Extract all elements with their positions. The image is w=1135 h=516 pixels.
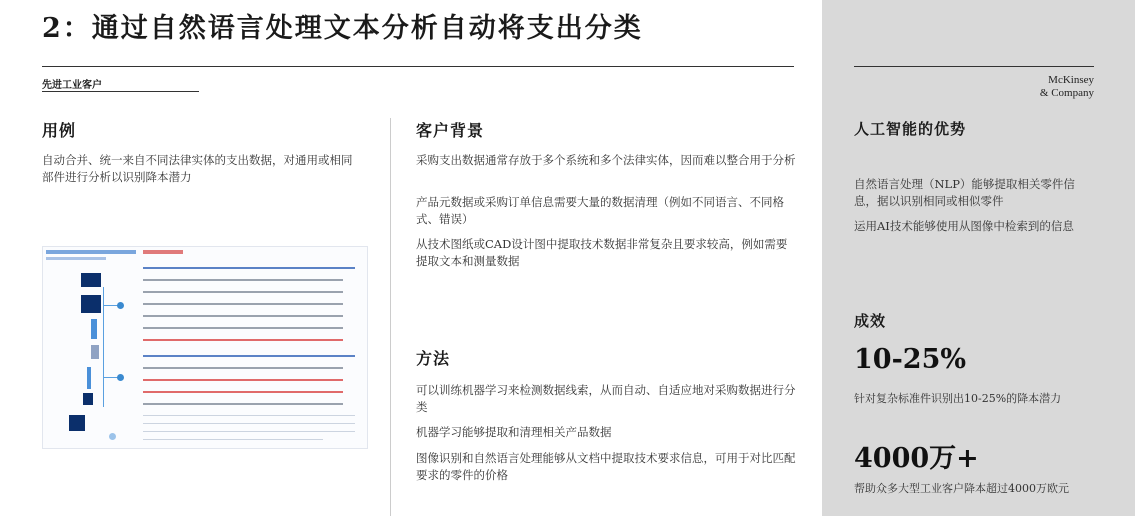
method-paragraph-2: 机器学习能够提取和清理相关产品数据 [416,425,612,439]
thumbnail-table-cell [143,391,343,393]
mckinsey-logo [986,74,1094,100]
thumbnail-table-cell [143,315,343,317]
page-title: 2：通过自然语言处理文本分析自动将支出分类 [42,13,643,44]
background-heading: 客户背景 [416,121,485,140]
client-tag: 先进工业客户 [42,80,102,91]
thumbnail-bar [81,295,101,313]
logo-line-2: & Company [1039,87,1094,99]
thumbnail-node [117,302,124,309]
thumbnail-table-cell [143,367,343,369]
thumbnail-table-cell [143,403,343,405]
panel-divider [854,66,1094,67]
thumbnail-bar [91,345,99,359]
tag-underline [42,91,199,92]
thumbnail-table-cell [143,291,343,293]
stat-savings-amount-text: 帮助众多大型工业客户降本超过4000万欧元 [854,482,1069,495]
use-case-heading: 用例 [42,121,77,140]
thumbnail-table-header [143,267,355,269]
ai-advantage-paragraph-2: 运用AI技术能够使用从图像中检索到的信息 [854,219,1074,233]
thumbnail-bar [69,415,85,431]
stat-savings-percent-text: 针对复杂标准件识别出10-25%的降本潜力 [854,392,1062,405]
thumbnail-note-line [143,439,323,440]
method-paragraph-3: 图像识别和自然语言处理能够从文档中提取技术要求信息，可用于对比匹配要求的零件的价格 [416,451,796,482]
method-heading: 方法 [416,349,451,368]
thumbnail-header-bar [46,250,136,254]
thumbnail-table-cell [143,327,343,329]
thumbnail-table-cell [143,379,343,381]
thumbnail-note-line [143,415,355,416]
use-case-text: 自动合并、统一来自不同法律实体的支出数据，对通用或相同部件进行分析以识别降本潜力 [42,153,353,184]
thumbnail-bar [87,367,91,389]
dashboard-thumbnail [42,246,368,449]
method-paragraph-1: 可以训练机器学习来检测数据线索，从而自动、自适应地对采购数据进行分类 [416,383,796,414]
results-heading: 成效 [854,312,887,330]
thumbnail-node [117,374,124,381]
ai-advantage-heading: 人工智能的优势 [854,120,967,138]
thumbnail-node [109,433,116,440]
background-paragraph-2: 产品元数据或采购订单信息需要大量的数据清理（例如不同语言、不同格式、错误） [416,195,784,226]
thumbnail-note-line [143,423,355,424]
column-divider [390,118,391,516]
thumbnail-bar [81,273,101,287]
thumbnail-subheader-bar [46,257,106,260]
thumbnail-table-header [143,355,355,357]
thumbnail-red-header-bar [143,250,183,254]
thumbnail-table-cell [143,279,343,281]
thumbnail-note-line [143,431,355,432]
thumbnail-bar [91,319,97,339]
background-paragraph-1: 采购支出数据通常存放于多个系统和多个法律实体，因而难以整合用于分析 [416,153,796,167]
thumbnail-bar [83,393,93,405]
stat-savings-amount: 4000万+ [854,443,979,474]
stat-savings-percent: 10-25% [854,344,967,375]
thumbnail-table-cell [143,303,343,305]
title-divider [42,66,794,67]
thumbnail-table-cell [143,339,343,341]
background-paragraph-3: 从技术图纸或CAD设计图中提取技术数据非常复杂且要求较高，例如需要提取文本和测量数据 [416,237,788,268]
logo-line-1: McKinsey [1048,74,1094,86]
ai-advantage-paragraph-1: 自然语言处理（NLP）能够提取相关零件信息，据以识别相同或相似零件 [854,177,1075,208]
